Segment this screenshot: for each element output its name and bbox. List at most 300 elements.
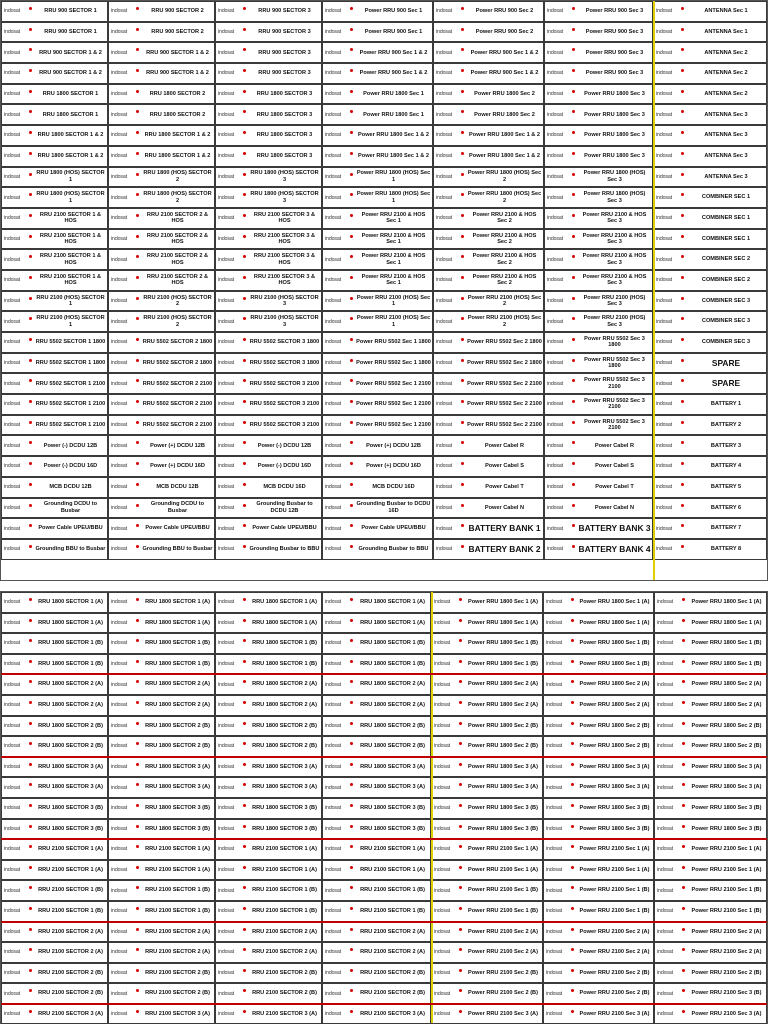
label-cell xyxy=(433,187,544,208)
indosat-logo xyxy=(654,105,686,124)
logo-text: indosat xyxy=(434,619,451,626)
label-text: RRU 1800 SECTOR 2 (A) xyxy=(38,681,103,688)
logo-text: indosat xyxy=(434,784,451,791)
indosat-logo xyxy=(2,984,34,1003)
label-cell xyxy=(1,518,108,539)
indosat-logo xyxy=(216,964,248,983)
indosat-logo xyxy=(323,675,355,694)
indosat-logo xyxy=(109,374,141,393)
indosat-logo xyxy=(216,147,248,166)
logo-text: indosat xyxy=(111,318,128,325)
label-cell xyxy=(654,922,767,943)
label-cell xyxy=(322,860,431,881)
label-cell xyxy=(653,104,767,125)
logo-text: indosat xyxy=(111,525,128,532)
label-cell xyxy=(544,1,653,22)
label-cell xyxy=(215,415,322,436)
logo-dot-icon xyxy=(136,722,139,725)
logo-dot-icon xyxy=(136,110,139,113)
indosat-logo xyxy=(109,478,141,497)
label-cell xyxy=(108,654,215,675)
label-text: Power RRU 900 Sec 3 xyxy=(585,8,644,15)
indosat-logo xyxy=(323,147,355,166)
logo-dot-icon xyxy=(350,235,353,238)
label-cell xyxy=(108,736,215,757)
logo-dot-icon xyxy=(459,928,462,931)
indosat-logo xyxy=(544,758,576,777)
indosat-logo xyxy=(216,457,248,476)
indosat-logo xyxy=(109,85,141,104)
label-text: RRU 2100 SECTOR 2 (A) xyxy=(360,928,425,935)
indosat-logo xyxy=(655,778,687,797)
logo-dot-icon xyxy=(136,1010,139,1013)
label-text: RRU 2100 SECTOR 2 (B) xyxy=(38,990,103,997)
label-text: Power RRU 2100 Sec 1 (B) xyxy=(468,908,538,914)
logo-dot-icon xyxy=(350,152,353,155)
logo-text: indosat xyxy=(218,764,235,771)
logo-dot-icon xyxy=(681,131,684,134)
indosat-logo xyxy=(109,105,141,124)
label-text: Power Cabel R xyxy=(484,442,525,449)
logo-text: indosat xyxy=(4,702,21,709)
label-text: Power RRU 900 Sec 3 xyxy=(585,70,644,77)
label-cell xyxy=(1,654,108,675)
logo-dot-icon xyxy=(681,483,684,486)
logo-text: indosat xyxy=(218,111,235,118)
label-cell xyxy=(108,592,215,613)
indosat-logo xyxy=(432,614,464,633)
indosat-logo xyxy=(434,168,466,187)
logo-dot-icon xyxy=(29,379,32,382)
label-text: RRU 2100 SECTOR 1 (A) xyxy=(38,866,103,873)
logo-dot-icon xyxy=(571,701,574,704)
label-text: Power RRU 1800 Sec 2 (B) xyxy=(691,722,762,729)
label-text: RRU 2100 SECTOR 3 & HOS xyxy=(253,273,316,287)
logo-text: indosat xyxy=(325,1011,342,1018)
logo-dot-icon xyxy=(243,173,246,176)
logo-dot-icon xyxy=(459,722,462,725)
indosat-logo xyxy=(432,799,464,818)
logo-dot-icon xyxy=(29,152,32,155)
indosat-logo xyxy=(109,23,141,42)
label-text: BATTERY 3 xyxy=(710,442,742,449)
label-cell xyxy=(322,839,431,860)
logo-dot-icon xyxy=(681,400,684,403)
label-cell xyxy=(322,146,433,167)
indosat-logo xyxy=(323,230,355,249)
logo-text: indosat xyxy=(436,132,453,139)
logo-text: indosat xyxy=(4,215,21,222)
label-text: Power RRU 2100 Sec 1 (B) xyxy=(691,908,762,914)
label-cell xyxy=(654,839,767,860)
logo-dot-icon xyxy=(136,152,139,155)
logo-text: indosat xyxy=(218,49,235,56)
label-cell xyxy=(431,839,543,860)
logo-dot-icon xyxy=(572,545,575,548)
label-text: MCB DCDU 12B xyxy=(156,483,199,490)
label-text: RRU 5502 SECTOR 1 1800 xyxy=(35,339,106,346)
logo-dot-icon xyxy=(243,255,246,258)
indosat-logo xyxy=(544,881,576,900)
indosat-logo xyxy=(109,737,141,756)
logo-text: indosat xyxy=(546,764,563,771)
logo-text: indosat xyxy=(436,442,453,449)
label-text: RRU 2100 SECTOR 2 & HOS xyxy=(146,253,209,266)
logo-dot-icon xyxy=(136,989,139,992)
label-text: Power RRU 1800 Sec 1 (A) xyxy=(468,599,538,606)
label-text: Power RRU 1800 Sec 2 (B) xyxy=(468,743,538,750)
logo-text: indosat xyxy=(4,990,21,997)
logo-dot-icon xyxy=(29,338,32,341)
logo-text: indosat xyxy=(218,805,235,812)
logo-text: indosat xyxy=(4,256,21,263)
logo-text: indosat xyxy=(546,825,563,832)
label-text: RRU 1800 SECTOR 2 (A) xyxy=(360,702,425,709)
logo-text: indosat xyxy=(325,153,342,160)
label-text: Power RRU 5502 Sec 3 2100 xyxy=(584,418,645,432)
logo-dot-icon xyxy=(136,825,139,828)
logo-dot-icon xyxy=(681,317,684,320)
logo-text: indosat xyxy=(111,661,128,668)
label-text: Power RRU 2100 Sec 2 (A) xyxy=(468,928,538,935)
logo-dot-icon xyxy=(243,969,246,972)
indosat-logo xyxy=(545,250,577,269)
label-cell xyxy=(653,353,767,374)
logo-text: indosat xyxy=(547,401,564,408)
indosat-logo xyxy=(216,250,248,269)
label-text: RRU 1800 SECTOR 2 (A) xyxy=(145,681,210,688)
label-cell xyxy=(322,1,433,22)
logo-text: indosat xyxy=(325,297,342,304)
indosat-logo xyxy=(2,799,34,818)
logo-dot-icon xyxy=(243,763,246,766)
indosat-logo xyxy=(544,737,576,756)
label-cell xyxy=(653,394,767,415)
logo-text: indosat xyxy=(546,846,563,853)
indosat-logo xyxy=(655,902,687,921)
logo-dot-icon xyxy=(682,907,685,910)
label-cell xyxy=(1,84,108,105)
label-cell xyxy=(322,353,433,374)
label-text: RRU 1800 SECTOR 3 (B) xyxy=(360,825,425,832)
indosat-logo xyxy=(434,457,466,476)
label-cell xyxy=(215,332,322,353)
indosat-logo xyxy=(654,64,686,83)
label-text: Power RRU 1800 Sec 3 (A) xyxy=(468,784,538,791)
indosat-logo xyxy=(654,168,686,187)
indosat-logo xyxy=(2,655,34,674)
logo-dot-icon xyxy=(350,886,353,889)
logo-text: indosat xyxy=(111,990,128,997)
label-text: Grounding Busbar to BBU xyxy=(358,546,429,553)
label-cell xyxy=(1,125,108,146)
logo-text: indosat xyxy=(547,484,564,491)
label-text: Power RRU 2100 Sec 2 (A) xyxy=(691,928,762,935)
logo-dot-icon xyxy=(459,989,462,992)
label-cell xyxy=(215,456,322,477)
label-cell xyxy=(215,654,322,675)
indosat-logo xyxy=(216,861,248,880)
logo-text: indosat xyxy=(218,380,235,387)
logo-text: indosat xyxy=(547,91,564,98)
logo-text: indosat xyxy=(325,599,342,606)
label-text: Power RRU 900 Sec 1 xyxy=(364,28,423,35)
logo-dot-icon xyxy=(572,90,575,93)
logo-text: indosat xyxy=(111,743,128,750)
indosat-logo xyxy=(544,861,576,880)
indosat-logo xyxy=(655,1005,687,1024)
logo-dot-icon xyxy=(459,969,462,972)
label-text: RRU 2100 SECTOR 1 & HOS xyxy=(39,211,102,225)
label-text: RRU 2100 SECTOR 2 (B) xyxy=(360,990,425,997)
logo-text: indosat xyxy=(434,722,451,729)
logo-dot-icon xyxy=(350,28,353,31)
label-text: Power RRU 900 Sec 2 xyxy=(475,28,534,35)
logo-text: indosat xyxy=(4,463,21,470)
logo-dot-icon xyxy=(572,483,575,486)
indosat-logo xyxy=(109,964,141,983)
label-cell xyxy=(215,477,322,498)
logo-text: indosat xyxy=(4,173,21,180)
label-cell xyxy=(108,963,215,984)
logo-dot-icon xyxy=(682,969,685,972)
label-text: RRU 2100 SECTOR 2 (A) xyxy=(145,949,210,956)
label-cell xyxy=(322,63,433,84)
logo-text: indosat xyxy=(434,969,451,976)
label-text: RRU 1800 SECTOR 2 (B) xyxy=(145,722,210,729)
label-text: RRU 2100 SECTOR 2 (B) xyxy=(145,990,210,997)
label-text: RRU 1800 SECTOR 2 (A) xyxy=(252,702,317,709)
label-cell xyxy=(543,901,654,922)
label-cell xyxy=(431,798,543,819)
indosat-logo xyxy=(544,675,576,694)
logo-text: indosat xyxy=(546,743,563,750)
label-cell xyxy=(654,757,767,778)
logo-dot-icon xyxy=(571,598,574,601)
logo-text: indosat xyxy=(218,484,235,491)
logo-dot-icon xyxy=(243,152,246,155)
label-text: SPARE xyxy=(711,357,741,368)
indosat-logo xyxy=(216,758,248,777)
label-cell xyxy=(654,716,767,737)
indosat-logo xyxy=(216,984,248,1003)
label-text: RRU 1800 SECTOR 2 (B) xyxy=(38,722,103,729)
indosat-logo xyxy=(109,333,141,352)
red-divider-line xyxy=(1,756,767,758)
logo-dot-icon xyxy=(29,845,32,848)
label-text: RRU 2100 SECTOR 1 (A) xyxy=(252,866,317,873)
indosat-logo xyxy=(109,758,141,777)
logo-dot-icon xyxy=(29,948,32,951)
logo-dot-icon xyxy=(459,619,462,622)
indosat-logo xyxy=(545,436,577,455)
indosat-logo xyxy=(2,593,34,612)
logo-dot-icon xyxy=(682,660,685,663)
indosat-logo xyxy=(2,499,34,518)
indosat-logo xyxy=(544,655,576,674)
label-cell xyxy=(431,860,543,881)
label-text: RRU 1800 (HOS) SECTOR 2 xyxy=(143,191,212,204)
label-text: RRU 1800 SECTOR 3 xyxy=(256,132,313,139)
logo-dot-icon xyxy=(29,28,32,31)
label-text: Power (+) DCDU 16D xyxy=(366,463,421,470)
label-text: Power RRU 5502 Sec 2 1800 xyxy=(467,359,542,366)
logo-dot-icon xyxy=(243,483,246,486)
label-cell xyxy=(433,539,544,560)
indosat-logo xyxy=(432,758,464,777)
label-text: ANTENNA Sec 3 xyxy=(704,152,748,159)
logo-text: indosat xyxy=(436,49,453,56)
label-text: Power Cable UPEU/BBU xyxy=(252,525,317,532)
logo-text: indosat xyxy=(546,887,563,894)
label-text: Power RRU 5502 Sec 3 1800 xyxy=(584,356,645,370)
label-text: RRU 1800 SECTOR 1 (A) xyxy=(145,599,210,606)
indosat-logo xyxy=(434,333,466,352)
label-text: Power Cabel S xyxy=(485,463,524,470)
logo-dot-icon xyxy=(350,110,353,113)
label-text: RRU 1800 (HOS) SECTOR 3 xyxy=(250,170,319,183)
label-text: RRU 1800 SECTOR 3 (B) xyxy=(360,805,425,812)
logo-text: indosat xyxy=(547,235,564,242)
logo-text: indosat xyxy=(436,339,453,346)
indosat-logo xyxy=(432,902,464,921)
label-text: Power RRU 1800 Sec 3 (A) xyxy=(579,784,650,791)
label-text: Power RRU 1800 (HOS) Sec 2 xyxy=(467,170,542,183)
label-text: RRU 900 SECTOR 1 xyxy=(44,28,97,35)
label-cell xyxy=(215,860,322,881)
label-text: RRU 900 SECTOR 1 xyxy=(44,8,97,15)
label-text: RRU 2100 SECTOR 3 & HOS xyxy=(253,232,316,245)
logo-text: indosat xyxy=(4,194,21,201)
logo-dot-icon xyxy=(136,907,139,910)
label-text: RRU 1800 SECTOR 1 (A) xyxy=(145,619,210,626)
indosat-logo xyxy=(323,312,355,331)
logo-text: indosat xyxy=(436,463,453,470)
label-text: RRU 1800 SECTOR 1 (B) xyxy=(38,660,103,667)
label-text: Power RRU 5502 Sec 1 1800 xyxy=(356,339,431,346)
logo-dot-icon xyxy=(350,359,353,362)
label-text: RRU 2100 SECTOR 2 & HOS xyxy=(146,232,209,245)
label-cell xyxy=(322,963,431,984)
logo-dot-icon xyxy=(136,421,139,424)
indosat-logo xyxy=(2,1005,34,1024)
indosat-logo xyxy=(654,436,686,455)
logo-dot-icon xyxy=(350,928,353,931)
logo-dot-icon xyxy=(243,701,246,704)
label-text: RRU 1800 SECTOR 3 (B) xyxy=(145,805,210,812)
label-text: RRU 1800 SECTOR 1 (A) xyxy=(360,619,425,626)
logo-text: indosat xyxy=(436,91,453,98)
logo-text: indosat xyxy=(325,681,342,688)
label-cell xyxy=(322,498,433,519)
bottom-label-sheet xyxy=(0,591,768,1024)
label-cell xyxy=(322,208,433,229)
label-cell xyxy=(322,125,433,146)
indosat-logo xyxy=(216,499,248,518)
logo-dot-icon xyxy=(572,421,575,424)
logo-text: indosat xyxy=(325,173,342,180)
indosat-logo xyxy=(654,457,686,476)
logo-dot-icon xyxy=(459,701,462,704)
logo-dot-icon xyxy=(243,928,246,931)
indosat-logo xyxy=(655,923,687,942)
indosat-logo xyxy=(216,436,248,455)
label-text: Power RRU 2100 & HOS Sec 3 xyxy=(582,232,647,245)
logo-dot-icon xyxy=(136,90,139,93)
logo-dot-icon xyxy=(350,545,353,548)
indosat-logo xyxy=(654,126,686,145)
label-text: Power RRU 2100 & HOS Sec 3 xyxy=(582,273,647,287)
logo-text: indosat xyxy=(4,546,21,553)
logo-dot-icon xyxy=(681,69,684,72)
indosat-logo xyxy=(216,105,248,124)
label-text: RRU 1800 SECTOR 3 (A) xyxy=(360,784,425,791)
logo-dot-icon xyxy=(29,928,32,931)
logo-text: indosat xyxy=(325,784,342,791)
label-text: SPARE xyxy=(711,378,741,389)
logo-dot-icon xyxy=(461,441,464,444)
logo-text: indosat xyxy=(218,640,235,647)
label-text: Power RRU 1800 Sec 3 (B) xyxy=(579,805,650,812)
label-cell xyxy=(544,270,653,291)
logo-dot-icon xyxy=(681,173,684,176)
label-text: Power RRU 2100 Sec 1 (B) xyxy=(468,887,538,894)
label-text: RRU 5502 SECTOR 3 2100 xyxy=(249,401,320,408)
indosat-logo xyxy=(434,354,466,373)
label-cell xyxy=(431,674,543,695)
label-cell xyxy=(215,518,322,539)
indosat-logo xyxy=(2,675,34,694)
logo-text: indosat xyxy=(4,235,21,242)
indosat-logo xyxy=(109,126,141,145)
logo-text: indosat xyxy=(434,681,451,688)
logo-text: indosat xyxy=(218,619,235,626)
label-text: RRU 1800 SECTOR 3 xyxy=(256,90,313,97)
indosat-logo xyxy=(109,354,141,373)
logo-text: indosat xyxy=(218,928,235,935)
label-text: RRU 1800 SECTOR 1 xyxy=(42,90,99,97)
label-cell xyxy=(543,798,654,819)
logo-dot-icon xyxy=(29,1010,32,1013)
logo-text: indosat xyxy=(111,339,128,346)
label-cell xyxy=(108,695,215,716)
label-text: RRU 2100 SECTOR 2 (A) xyxy=(38,949,103,956)
logo-text: indosat xyxy=(547,111,564,118)
indosat-logo xyxy=(323,354,355,373)
indosat-logo xyxy=(323,540,355,559)
logo-text: indosat xyxy=(325,70,342,77)
label-text: RRU 2100 SECTOR 1 (B) xyxy=(38,908,103,914)
logo-text: indosat xyxy=(436,504,453,511)
logo-dot-icon xyxy=(29,297,32,300)
indosat-logo xyxy=(323,717,355,736)
label-text: Power Cabel N xyxy=(594,504,635,511)
indosat-logo xyxy=(323,902,355,921)
logo-dot-icon xyxy=(571,886,574,889)
indosat-logo xyxy=(2,168,34,187)
logo-text: indosat xyxy=(111,908,128,915)
logo-dot-icon xyxy=(29,701,32,704)
logo-text: indosat xyxy=(218,132,235,139)
label-text: Power RRU 1800 Sec 3 (B) xyxy=(579,825,650,832)
label-cell xyxy=(322,922,431,943)
label-cell xyxy=(108,22,215,43)
label-cell xyxy=(322,373,433,394)
logo-dot-icon xyxy=(682,1010,685,1013)
label-text: RRU 5502 SECTOR 3 1800 xyxy=(249,339,320,346)
label-cell xyxy=(433,229,544,250)
label-text: Power RRU 2100 Sec 3 (A) xyxy=(468,1010,538,1017)
